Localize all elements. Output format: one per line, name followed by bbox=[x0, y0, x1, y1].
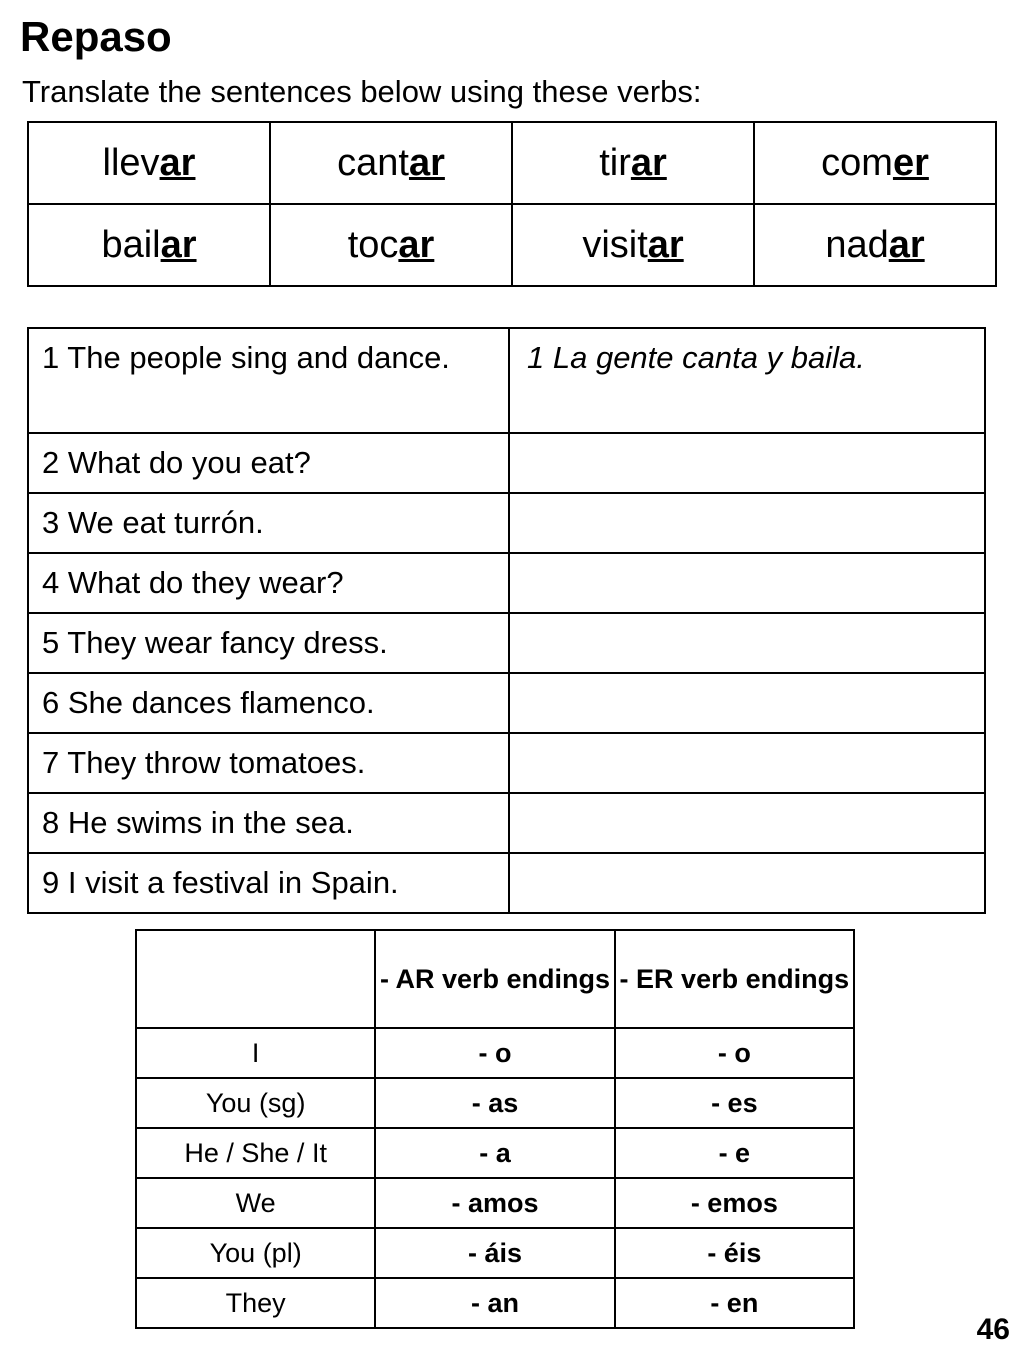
endings-row bbox=[136, 1278, 854, 1328]
spanish-answer-cell[interactable] bbox=[509, 433, 985, 493]
sentence-row bbox=[28, 613, 985, 673]
english-sentence: 5 They wear fancy dress. bbox=[28, 613, 509, 673]
english-sentence: 7 They throw tomatoes. bbox=[28, 733, 509, 793]
sentence-table bbox=[27, 327, 986, 914]
spanish-answer-cell[interactable] bbox=[509, 853, 985, 913]
verb-cell bbox=[512, 122, 754, 204]
verb-stem: toc bbox=[347, 223, 399, 266]
english-sentence: 9 I visit a festival in Spain. bbox=[28, 853, 509, 913]
verb-ending: ar bbox=[398, 223, 435, 266]
verb-stem: bail bbox=[101, 223, 161, 266]
spanish-answer-cell[interactable] bbox=[509, 733, 985, 793]
er-ending: - en bbox=[615, 1278, 854, 1328]
verb-endings-table bbox=[135, 929, 855, 1329]
verb-stem: visit bbox=[582, 223, 648, 266]
ar-ending: - as bbox=[375, 1078, 614, 1128]
er-ending: - es bbox=[615, 1078, 854, 1128]
english-sentence: 8 He swims in the sea. bbox=[28, 793, 509, 853]
verb-table bbox=[27, 121, 997, 287]
sentence-row bbox=[28, 673, 985, 733]
sentence-row bbox=[28, 853, 985, 913]
verb-cell bbox=[270, 122, 512, 204]
spanish-answer-cell[interactable] bbox=[509, 553, 985, 613]
spanish-answer-cell[interactable] bbox=[509, 613, 985, 673]
verb-ending: ar bbox=[888, 223, 925, 266]
ar-endings-header: - AR verb endings bbox=[375, 930, 614, 1028]
verb-stem: com bbox=[821, 141, 893, 184]
er-ending: - e bbox=[615, 1128, 854, 1178]
ar-ending: - an bbox=[375, 1278, 614, 1328]
spanish-answer-cell[interactable]: 1 La gente canta y baila. bbox=[509, 328, 985, 433]
verb-cell bbox=[754, 204, 996, 286]
sentence-row bbox=[28, 733, 985, 793]
verb-cell bbox=[28, 204, 270, 286]
verb-cell bbox=[270, 204, 512, 286]
endings-header-empty bbox=[136, 930, 375, 1028]
verb-ending: ar bbox=[630, 141, 667, 184]
verb-stem: tir bbox=[599, 141, 631, 184]
er-ending: - emos bbox=[615, 1178, 854, 1228]
ar-ending: - o bbox=[375, 1028, 614, 1078]
verb-stem: llev bbox=[102, 141, 160, 184]
endings-header-row bbox=[136, 930, 854, 1028]
verb-ending: ar bbox=[647, 223, 684, 266]
instruction-text: Translate the sentences below using these verbs: bbox=[22, 74, 702, 109]
english-sentence: 4 What do they wear? bbox=[28, 553, 509, 613]
verb-ending: ar bbox=[160, 223, 197, 266]
sentence-row bbox=[28, 328, 985, 433]
spanish-answer-cell[interactable] bbox=[509, 793, 985, 853]
ar-ending: - amos bbox=[375, 1178, 614, 1228]
spanish-answer-cell[interactable] bbox=[509, 673, 985, 733]
endings-row bbox=[136, 1128, 854, 1178]
person-label: We bbox=[136, 1178, 375, 1228]
english-sentence: 3 We eat turrón. bbox=[28, 493, 509, 553]
person-label: They bbox=[136, 1278, 375, 1328]
er-ending: - o bbox=[615, 1028, 854, 1078]
page-title: Repaso bbox=[20, 13, 172, 60]
endings-row bbox=[136, 1228, 854, 1278]
er-endings-header: - ER verb endings bbox=[615, 930, 854, 1028]
verb-cell bbox=[512, 204, 754, 286]
sentence-row bbox=[28, 793, 985, 853]
person-label: I bbox=[136, 1028, 375, 1078]
endings-row bbox=[136, 1178, 854, 1228]
page-number: 46 bbox=[976, 1313, 1010, 1346]
verb-cell bbox=[28, 122, 270, 204]
endings-row bbox=[136, 1028, 854, 1078]
sentence-row bbox=[28, 493, 985, 553]
verb-stem: nad bbox=[825, 223, 889, 266]
sentence-row bbox=[28, 553, 985, 613]
verb-stem: cant bbox=[337, 141, 409, 184]
verb-ending: ar bbox=[408, 141, 445, 184]
english-sentence: 1 The people sing and dance. bbox=[28, 328, 509, 433]
endings-row bbox=[136, 1078, 854, 1128]
verb-ending: ar bbox=[159, 141, 196, 184]
verb-ending: er bbox=[892, 141, 929, 184]
er-ending: - éis bbox=[615, 1228, 854, 1278]
spanish-answer-cell[interactable] bbox=[509, 493, 985, 553]
verb-cell bbox=[754, 122, 996, 204]
ar-ending: - a bbox=[375, 1128, 614, 1178]
person-label: You (pl) bbox=[136, 1228, 375, 1278]
english-sentence: 6 She dances flamenco. bbox=[28, 673, 509, 733]
english-sentence: 2 What do you eat? bbox=[28, 433, 509, 493]
verb-row bbox=[28, 204, 996, 286]
person-label: He / She / It bbox=[136, 1128, 375, 1178]
person-label: You (sg) bbox=[136, 1078, 375, 1128]
ar-ending: - áis bbox=[375, 1228, 614, 1278]
sentence-row bbox=[28, 433, 985, 493]
verb-row bbox=[28, 122, 996, 204]
